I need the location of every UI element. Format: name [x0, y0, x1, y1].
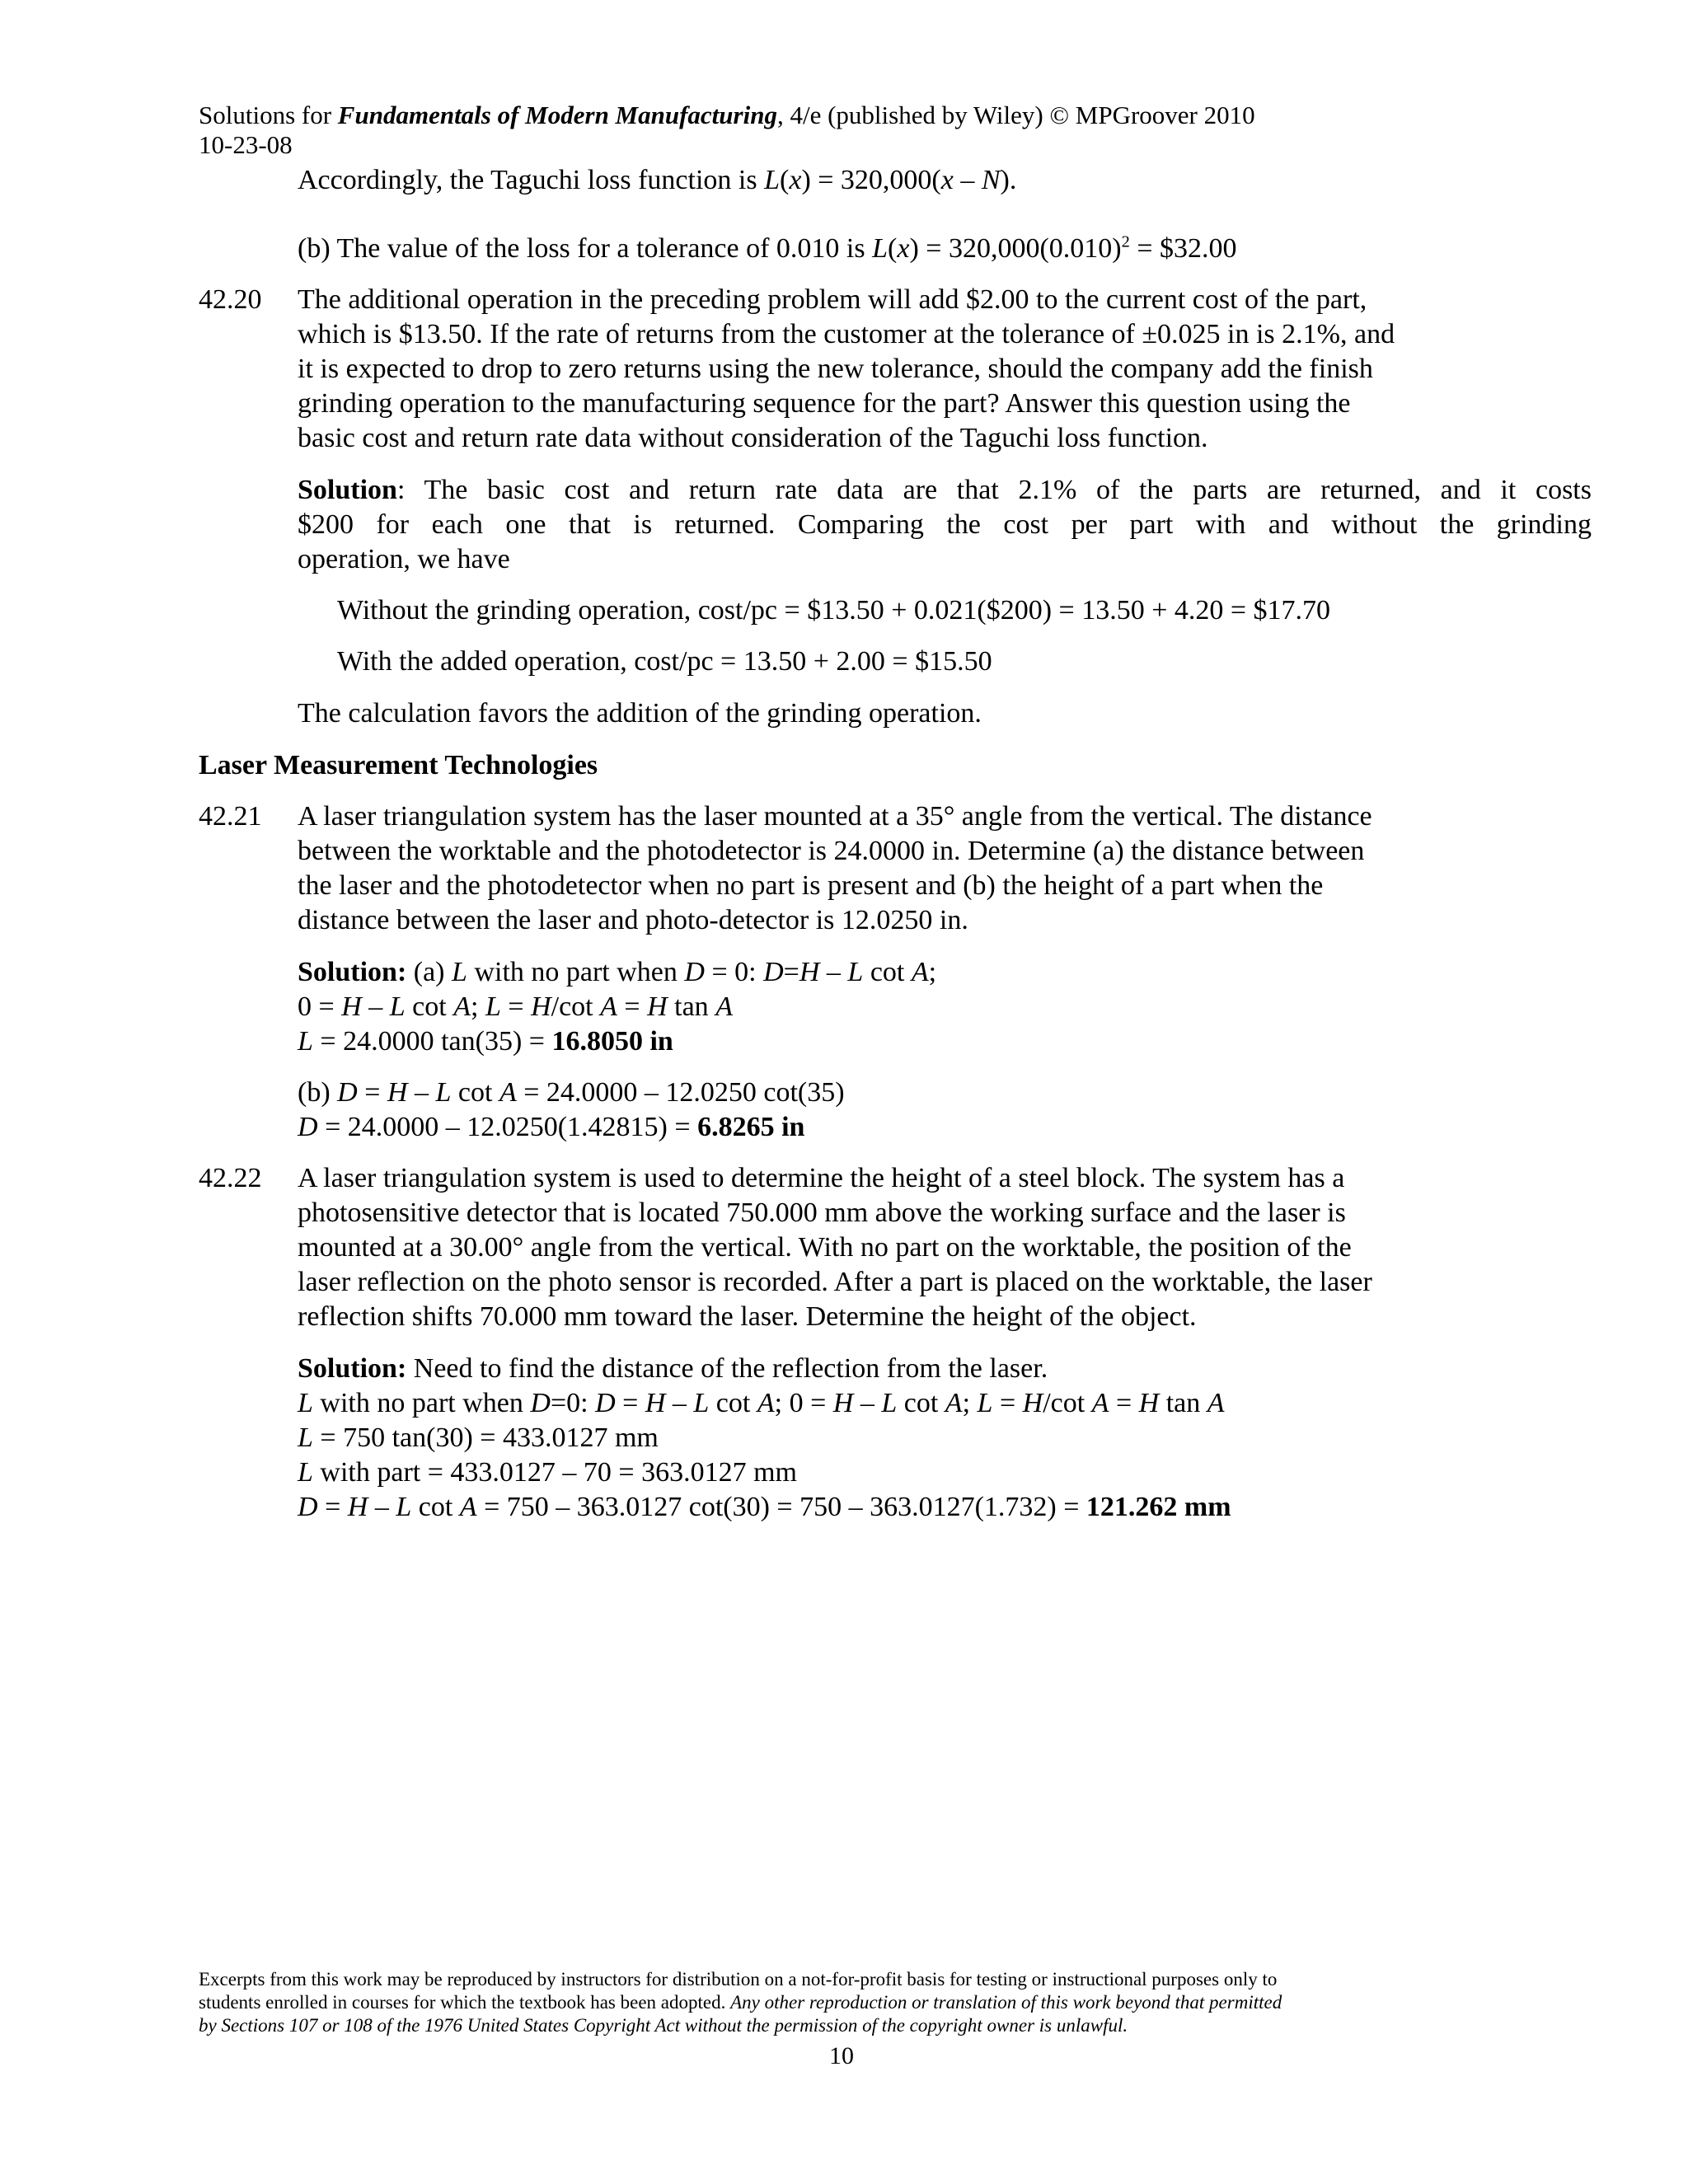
- header-prefix: Solutions for: [199, 101, 338, 129]
- solution-4221-line: L = 24.0000 tan(35) = 16.8050 in: [298, 1026, 673, 1057]
- problem-4221-line: the laser and the photodetector when no part is present and (b) the height of a part when the: [298, 870, 1324, 901]
- problem-4220-line: it is expected to drop to zero returns using the new tolerance, should the company add the finish: [298, 354, 1373, 384]
- problem-4222-line: photosensitive detector that is located 750.000 mm above the working surface and the laser is: [298, 1197, 1346, 1228]
- header-suffix: , 4/e (published by Wiley) © MPGroover 2010: [776, 101, 1255, 129]
- running-header: [199, 101, 1255, 130]
- problem-4221-line: A laser triangulation system has the laser mounted at a 35° angle from the vertical. The distance: [298, 801, 1372, 832]
- taguchi-loss-line: Accordingly, the Taguchi loss function is L(x) = 320,000(x – N).: [298, 165, 1017, 195]
- solution-4220-line: $200 for each one that is returned. Comparing the cost per part with and without the grinding: [298, 509, 1592, 540]
- taguchi-part-b: (b) The value of the loss for a tolerance of 0.010 is $L(x) = 320,000(0.010)^2$ = $32.00: [298, 232, 1237, 264]
- solution-4222-line: D = H – L cot A = 750 – 363.0127 cot(30) = 750 – 363.0127(1.732) = 121.262 mm: [298, 1492, 1231, 1522]
- book-title: Fundamentals of Modern Manufacturing: [337, 101, 777, 129]
- section-heading: Laser Measurement Technologies: [199, 750, 598, 780]
- problem-4220-line: The additional operation in the preceding problem will add $2.00 to the current cost of the part,: [298, 284, 1367, 315]
- problem-number-4221: 42.21: [199, 801, 262, 832]
- solution-4220-line: operation, we have: [298, 544, 510, 574]
- page-number: 10: [829, 2042, 854, 2069]
- solution-4220-conclusion: The calculation favors the addition of the grinding operation.: [298, 698, 982, 729]
- solution-4221-line: (b) D = H – L cot A = 24.0000 – 12.0250 cot(35): [298, 1077, 845, 1108]
- problem-4222-line: A laser triangulation system is used to determine the height of a steel block. The system has a: [298, 1163, 1345, 1193]
- problem-4221-line: between the worktable and the photodetector is 24.0000 in. Determine (a) the distance between: [298, 836, 1365, 866]
- problem-number-4220: 42.20: [199, 284, 262, 315]
- footer-line: Excerpts from this work may be reproduced by instructors for distribution on a not-for-profit basis for testing or instructional purposes only to: [199, 1969, 1278, 1990]
- problem-4220-line: basic cost and return rate data without consideration of the Taguchi loss function.: [298, 423, 1208, 453]
- solution-4222-line: L with no part when D=0: D = H – L cot A; 0 = H – L cot A; L = H/cot A = H tan A: [298, 1388, 1225, 1418]
- solution-4220-line: Solution: The basic cost and return rate data are that 2.1% of the parts are returned, and it costs: [298, 475, 1592, 505]
- answer-a: 16.8050 in: [551, 1026, 673, 1057]
- footer-line: by Sections 107 or 108 of the 1976 United States Copyright Act without the permission of the copyright owner is unlawful.: [199, 2015, 1128, 2036]
- answer-b: 6.8265 in: [697, 1112, 805, 1142]
- solution-label: Solution:: [298, 1353, 407, 1384]
- footer-line: students enrolled in courses for which the textbook has been adopted. Any other reproduction or translation of this work beyond that permitted: [199, 1992, 1282, 2013]
- solution-4222-line: Solution: Need to find the distance of the reflection from the laser.: [298, 1353, 1048, 1384]
- answer-height: 121.262 mm: [1085, 1492, 1231, 1522]
- solution-4221-line: D = 24.0000 – 12.0250(1.42815) = 6.8265 in: [298, 1112, 805, 1142]
- problem-4222-line: mounted at a 30.00° angle from the vertical. With no part on the worktable, the position of the: [298, 1232, 1352, 1263]
- solution-4221-line: Solution: (a) L with no part when D = 0: D=H – L cot A;: [298, 957, 937, 987]
- problem-4220-line: grinding operation to the manufacturing sequence for the part? Answer this question using the: [298, 388, 1351, 419]
- header-date: 10-23-08: [199, 130, 293, 159]
- problem-number-4222: 42.22: [199, 1163, 262, 1193]
- problem-4222-line: laser reflection on the photo sensor is recorded. After a part is placed on the worktable, the laser: [298, 1267, 1372, 1297]
- solution-4222-line: L with part = 433.0127 – 70 = 363.0127 mm: [298, 1457, 797, 1488]
- solution-label: Solution:: [298, 957, 407, 987]
- problem-4221-line: distance between the laser and photo-detector is 12.0250 in.: [298, 905, 968, 935]
- problem-4222-line: reflection shifts 70.000 mm toward the laser. Determine the height of the object.: [298, 1301, 1197, 1332]
- calc-without-grinding: Without the grinding operation, cost/pc = $13.50 + 0.021($200) = 13.50 + 4.20 = $17.70: [337, 595, 1331, 626]
- solution-4221-line: 0 = H – L cot A; L = H/cot A = H tan A: [298, 991, 733, 1022]
- problem-4220-line: which is $13.50. If the rate of returns from the customer at the tolerance of ±0.025 in is 2.1%, and: [298, 319, 1395, 349]
- solution-label: Solution: [298, 475, 397, 505]
- calc-with-grinding: With the added operation, cost/pc = 13.50 + 2.00 = $15.50: [337, 646, 992, 677]
- solution-4222-line: L = 750 tan(30) = 433.0127 mm: [298, 1422, 659, 1453]
